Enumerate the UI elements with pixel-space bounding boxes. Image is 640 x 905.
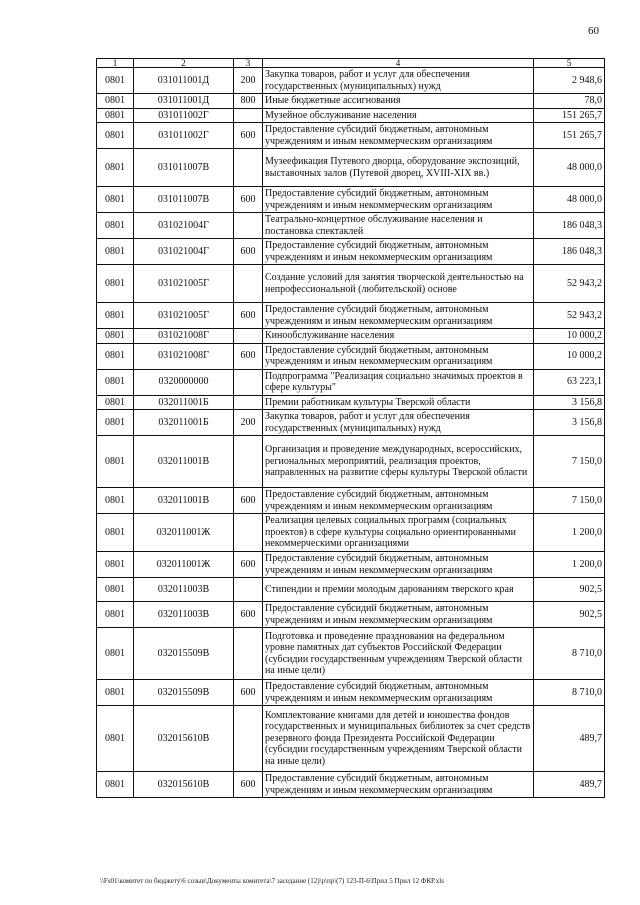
table-cell-c4: Стипендии и премии молодым дарованиям тверского края — [263, 578, 534, 602]
table-cell-c5: 186 048,3 — [534, 213, 605, 239]
table-cell-c5: 902,5 — [534, 578, 605, 602]
table-row — [97, 772, 605, 798]
page-number: 60 — [588, 25, 599, 37]
table-cell-c5: 48 000,0 — [534, 187, 605, 213]
table-row — [97, 343, 605, 369]
table-row — [97, 488, 605, 514]
table-cell-c1: 0801 — [97, 265, 134, 303]
table-cell-c1: 0801 — [97, 149, 134, 187]
table-cell-c4: Подготовка и проведение празднования на федеральном уровне памятных дат субъектов Российской Федерации (субсидии государственным учреждениям Тверской области на иные цели) — [263, 628, 534, 680]
table-cell-c4: Реализация целевых социальных программ (социальных проектов) в сфере культуры социально ориентированными некоммерческими организациями — [263, 514, 534, 552]
table-cell-c4: Иные бюджетные ассигнования — [263, 94, 534, 109]
table-cell-c5: 1 200,0 — [534, 514, 605, 552]
table-cell-c5: 2 948,6 — [534, 68, 605, 94]
table-row — [97, 514, 605, 552]
table-header-row — [97, 59, 605, 68]
table-row — [97, 410, 605, 436]
table-cell-c4: Предоставление субсидий бюджетным, автономным учреждениям и иным некоммерческим организациям — [263, 187, 534, 213]
table-cell-c1: 0801 — [97, 628, 134, 680]
table-row — [97, 265, 605, 303]
table-cell-c1: 0801 — [97, 303, 134, 329]
table-cell-c5: 52 943,2 — [534, 265, 605, 303]
table-row — [97, 369, 605, 395]
table-row — [97, 303, 605, 329]
table-cell-c2: 031021008Г — [134, 329, 234, 344]
table-cell-c3: 200 — [234, 410, 263, 436]
table-cell-c2: 032015509В — [134, 628, 234, 680]
table-cell-c1: 0801 — [97, 343, 134, 369]
table-cell-c5: 8 710,0 — [534, 680, 605, 706]
table-cell-c2: 031011007В — [134, 149, 234, 187]
table-cell-c4: Предоставление субсидий бюджетным, автономным учреждениям и иным некоммерческим организациям — [263, 602, 534, 628]
table-cell-c1: 0801 — [97, 680, 134, 706]
table-cell-c2: 032011001Ж — [134, 552, 234, 578]
column-header: 3 — [234, 59, 263, 68]
table-cell-c3 — [234, 369, 263, 395]
table-cell-c3: 200 — [234, 68, 263, 94]
table-cell-c2: 032015610В — [134, 706, 234, 772]
table-cell-c4: Закупка товаров, работ и услуг для обеспечения государственных (муниципальных) нужд — [263, 68, 534, 94]
table-row — [97, 68, 605, 94]
table-row — [97, 213, 605, 239]
table-cell-c3 — [234, 149, 263, 187]
table-cell-c2: 032011001Б — [134, 410, 234, 436]
table-cell-c3 — [234, 578, 263, 602]
table-cell-c2: 032011001Б — [134, 395, 234, 410]
table-cell-c4: Подпрограмма "Реализация социально значимых проектов в сфере культуры" — [263, 369, 534, 395]
table-cell-c3 — [234, 395, 263, 410]
table-cell-c3: 600 — [234, 343, 263, 369]
table-cell-c5: 10 000,2 — [534, 343, 605, 369]
table-cell-c2: 031011002Г — [134, 108, 234, 123]
table-cell-c2: 031021008Г — [134, 343, 234, 369]
table-row — [97, 123, 605, 149]
table-cell-c1: 0801 — [97, 68, 134, 94]
table-cell-c5: 63 223,1 — [534, 369, 605, 395]
table-cell-c5: 7 150,0 — [534, 436, 605, 488]
table-cell-c4: Предоставление субсидий бюджетным, автономным учреждениям и иным некоммерческим организациям — [263, 772, 534, 798]
table-cell-c3: 600 — [234, 552, 263, 578]
table-cell-c1: 0801 — [97, 772, 134, 798]
table-cell-c4: Кинообслуживание населения — [263, 329, 534, 344]
table-cell-c5: 52 943,2 — [534, 303, 605, 329]
table-cell-c3: 600 — [234, 123, 263, 149]
table-cell-c2: 031011001Д — [134, 94, 234, 109]
table-cell-c2: 032011001Ж — [134, 514, 234, 552]
table-cell-c3: 600 — [234, 602, 263, 628]
column-header: 5 — [534, 59, 605, 68]
table-cell-c4: Предоставление субсидий бюджетным, автономным учреждениям и иным некоммерческим организациям — [263, 680, 534, 706]
table-row — [97, 436, 605, 488]
file-path-footer: \\Fs01\комитет по бюджету\6 созыв\Документы комитета\7 заседание (12)\p\пр\(7) 123-П-6\Прил 5 Прил 12 ФКР.xls — [100, 877, 444, 885]
table-cell-c3 — [234, 329, 263, 344]
table-cell-c1: 0801 — [97, 395, 134, 410]
table-cell-c3: 600 — [234, 239, 263, 265]
table-cell-c3 — [234, 108, 263, 123]
table-cell-c5: 8 710,0 — [534, 628, 605, 680]
table-row — [97, 239, 605, 265]
table-cell-c5: 78,0 — [534, 94, 605, 109]
column-header: 2 — [134, 59, 234, 68]
table-cell-c2: 031021005Г — [134, 265, 234, 303]
table-cell-c5: 186 048,3 — [534, 239, 605, 265]
table-cell-c2: 031011002Г — [134, 123, 234, 149]
table-cell-c3 — [234, 265, 263, 303]
table-cell-c3 — [234, 628, 263, 680]
table-cell-c5: 489,7 — [534, 772, 605, 798]
table-row — [97, 552, 605, 578]
table-cell-c1: 0801 — [97, 410, 134, 436]
table-cell-c1: 0801 — [97, 436, 134, 488]
table-cell-c5: 902,5 — [534, 602, 605, 628]
table-cell-c5: 151 265,7 — [534, 123, 605, 149]
table-cell-c1: 0801 — [97, 187, 134, 213]
table-cell-c4: Комплектование книгами для детей и юношества фондов государственных и муниципальных библиотек за счет средств резервного фонда Президента Российской Федерации (субсидии государственным учреждениям Тверской области на иные цели) — [263, 706, 534, 772]
table-cell-c1: 0801 — [97, 706, 134, 772]
table-cell-c2: 032011003В — [134, 602, 234, 628]
table-cell-c1: 0801 — [97, 488, 134, 514]
column-header: 4 — [263, 59, 534, 68]
table-cell-c2: 032011003В — [134, 578, 234, 602]
table-row — [97, 706, 605, 772]
table-cell-c3: 600 — [234, 772, 263, 798]
table-row — [97, 628, 605, 680]
table-cell-c4: Предоставление субсидий бюджетным, автономным учреждениям и иным некоммерческим организациям — [263, 239, 534, 265]
table-cell-c4: Организация и проведение международных, всероссийских, региональных мероприятий, реализация проектов, направленных на развитие сферы культуры Тверской области — [263, 436, 534, 488]
table-cell-c5: 3 156,8 — [534, 410, 605, 436]
table-cell-c5: 10 000,2 — [534, 329, 605, 344]
table-cell-c4: Предоставление субсидий бюджетным, автономным учреждениям и иным некоммерческим организациям — [263, 303, 534, 329]
table-cell-c1: 0801 — [97, 602, 134, 628]
table-cell-c1: 0801 — [97, 94, 134, 109]
table-cell-c2: 032011001В — [134, 488, 234, 514]
table-cell-c4: Музейное обслуживание населения — [263, 108, 534, 123]
table-row — [97, 94, 605, 109]
table-cell-c5: 1 200,0 — [534, 552, 605, 578]
table-cell-c2: 0320000000 — [134, 369, 234, 395]
table-row — [97, 108, 605, 123]
table-cell-c3: 600 — [234, 488, 263, 514]
table-cell-c3 — [234, 514, 263, 552]
table-cell-c4: Предоставление субсидий бюджетным, автономным учреждениям и иным некоммерческим организациям — [263, 552, 534, 578]
table-cell-c1: 0801 — [97, 369, 134, 395]
table-row — [97, 578, 605, 602]
table-cell-c1: 0801 — [97, 108, 134, 123]
table-cell-c2: 031011007В — [134, 187, 234, 213]
table-cell-c2: 031011001Д — [134, 68, 234, 94]
table-row — [97, 187, 605, 213]
table-cell-c4: Премии работникам культуры Тверской области — [263, 395, 534, 410]
table-cell-c4: Предоставление субсидий бюджетным, автономным учреждениям и иным некоммерческим организациям — [263, 343, 534, 369]
table-cell-c4: Предоставление субсидий бюджетным, автономным учреждениям и иным некоммерческим организациям — [263, 123, 534, 149]
table-cell-c2: 032011001В — [134, 436, 234, 488]
table-cell-c2: 031021005Г — [134, 303, 234, 329]
table-cell-c2: 031021004Г — [134, 213, 234, 239]
table-row — [97, 680, 605, 706]
table-cell-c5: 48 000,0 — [534, 149, 605, 187]
table-row — [97, 602, 605, 628]
table-cell-c1: 0801 — [97, 123, 134, 149]
table-cell-c1: 0801 — [97, 514, 134, 552]
table-cell-c1: 0801 — [97, 213, 134, 239]
table-cell-c2: 032015610В — [134, 772, 234, 798]
table-cell-c2: 032015509В — [134, 680, 234, 706]
table-cell-c2: 031021004Г — [134, 239, 234, 265]
table-cell-c3: 600 — [234, 187, 263, 213]
table-cell-c3: 600 — [234, 680, 263, 706]
table-cell-c4: Закупка товаров, работ и услуг для обеспечения государственных (муниципальных) нужд — [263, 410, 534, 436]
table-cell-c3 — [234, 436, 263, 488]
table-cell-c1: 0801 — [97, 578, 134, 602]
table-cell-c5: 151 265,7 — [534, 108, 605, 123]
table-cell-c1: 0801 — [97, 552, 134, 578]
table-row — [97, 329, 605, 344]
table-cell-c3: 800 — [234, 94, 263, 109]
table-cell-c5: 489,7 — [534, 706, 605, 772]
table-row — [97, 149, 605, 187]
table-cell-c4: Музеефикация Путевого дворца, оборудование экспозиций, выставочных залов (Путевой дворец, XVIII-XIX вв.) — [263, 149, 534, 187]
table-cell-c3 — [234, 706, 263, 772]
column-header: 1 — [97, 59, 134, 68]
table-cell-c5: 7 150,0 — [534, 488, 605, 514]
table-row — [97, 395, 605, 410]
table-cell-c1: 0801 — [97, 329, 134, 344]
budget-table — [96, 58, 605, 798]
table-cell-c4: Создание условий для занятия творческой деятельностью на непрофессиональной (любительской) основе — [263, 265, 534, 303]
table-cell-c1: 0801 — [97, 239, 134, 265]
table-cell-c4: Театрально-концертное обслуживание населения и постановка спектаклей — [263, 213, 534, 239]
table-cell-c4: Предоставление субсидий бюджетным, автономным учреждениям и иным некоммерческим организациям — [263, 488, 534, 514]
table-cell-c5: 3 156,8 — [534, 395, 605, 410]
table-cell-c3 — [234, 213, 263, 239]
table-cell-c3: 600 — [234, 303, 263, 329]
